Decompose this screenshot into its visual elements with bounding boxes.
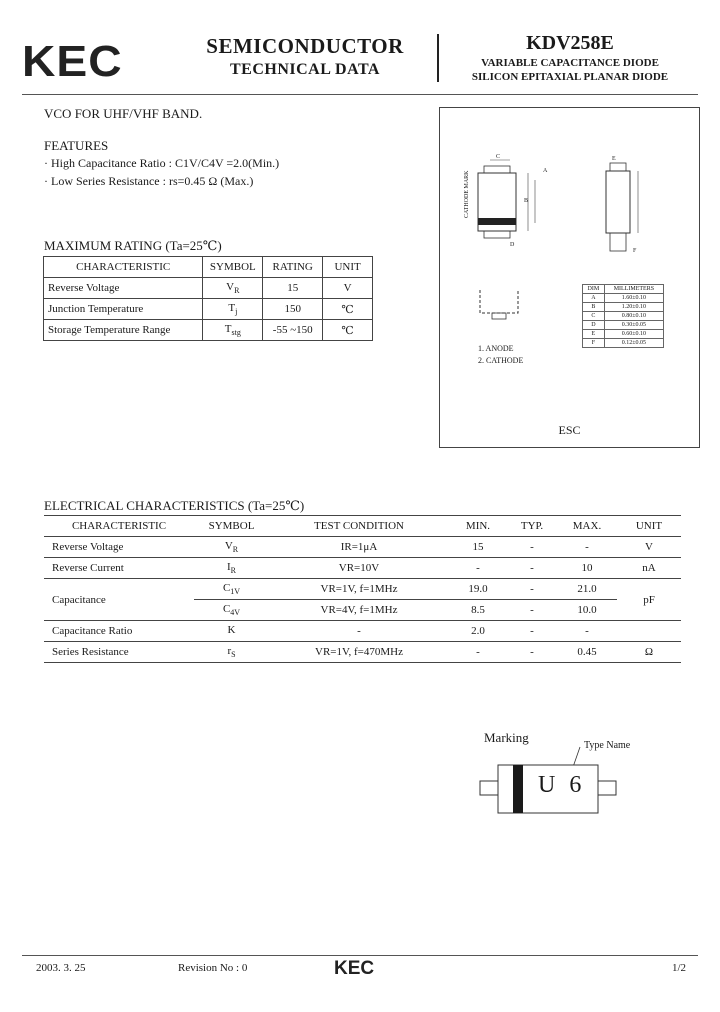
- table-row: [44, 579, 681, 600]
- cell-unit: ℃: [323, 299, 373, 320]
- cell-symbol: $I_R$: [194, 558, 269, 579]
- cell-typ: -: [507, 579, 557, 600]
- dim-label-c: C: [496, 154, 501, 160]
- cell-typ: -: [507, 558, 557, 579]
- cell-rating: 15: [263, 278, 323, 299]
- header-title: SEMICONDUCTOR: [206, 34, 404, 58]
- header-divider: [437, 34, 439, 82]
- table-row: [44, 320, 373, 341]
- cell-unit: Ω: [617, 642, 681, 663]
- cell-min: 15: [449, 537, 507, 558]
- cell-typ: -: [507, 642, 557, 663]
- feature-item-1: · High Capacitance Ratio : C1V/C4V =2.0(Min.): [44, 156, 280, 170]
- cell-max: 21.0: [557, 579, 617, 600]
- table-row: [583, 312, 664, 321]
- table-header-row: [583, 285, 664, 294]
- footer-date: 2003. 3. 25: [36, 962, 86, 974]
- application-text: VCO FOR UHF/VHF BAND.: [44, 106, 203, 121]
- col-header: UNIT: [323, 257, 373, 278]
- max-rating-table: [43, 256, 373, 341]
- cell-characteristic: Capacitance Ratio: [44, 621, 194, 642]
- dim-cell: 1.20±0.10: [604, 303, 663, 312]
- cell-unit: [617, 621, 681, 642]
- cell-symbol: $V_R$: [194, 537, 269, 558]
- col-header: RATING: [263, 257, 323, 278]
- dim-cell: B: [583, 303, 605, 312]
- table-row: [44, 537, 681, 558]
- table-header-row: [44, 257, 373, 278]
- cell-symbol: $T_j$: [203, 299, 263, 320]
- dim-cell: 0.80±0.10: [604, 312, 663, 321]
- cell-characteristic: Storage Temperature Range: [44, 320, 203, 341]
- dim-cell: D: [583, 321, 605, 330]
- col-header: TEST CONDITION: [269, 516, 449, 537]
- cell-condition: IR=1μA: [269, 537, 449, 558]
- cell-condition: -: [269, 621, 449, 642]
- pin-1-label: 1. ANODE: [478, 344, 514, 353]
- table-row: [583, 303, 664, 312]
- cell-characteristic: Reverse Voltage: [44, 537, 194, 558]
- dim-cell: 0.60±0.10: [604, 330, 663, 339]
- table-row: [583, 330, 664, 339]
- max-rating-heading: MAXIMUM RATING (Ta=25℃): [44, 238, 222, 253]
- cell-symbol: $V_R$: [203, 278, 263, 299]
- cell-typ: -: [507, 600, 557, 621]
- cell-min: -: [449, 642, 507, 663]
- feature-item-2: · Low Series Resistance : rs=0.45 Ω (Max.): [44, 174, 254, 188]
- col-header: CHARACTERISTIC: [44, 516, 194, 537]
- footer-logo: KEC: [334, 958, 375, 979]
- dim-label-f: F: [633, 248, 637, 254]
- dim-cell: 0.30±0.05: [604, 321, 663, 330]
- part-description-1: VARIABLE CAPACITANCE DIODE: [481, 57, 659, 69]
- dimension-table: [582, 284, 664, 348]
- table-row: [44, 558, 681, 579]
- package-outline-drawing: [440, 108, 699, 447]
- marking-label: Marking: [484, 730, 529, 745]
- cathode-mark-label: CATHODE MARK: [464, 170, 470, 218]
- cell-unit: ℃: [323, 320, 373, 341]
- electrical-heading: ELECTRICAL CHARACTERISTICS (Ta=25℃): [44, 498, 305, 513]
- col-header: MILLIMETERS: [604, 285, 663, 294]
- cell-max: 10.0: [557, 600, 617, 621]
- cell-max: 10: [557, 558, 617, 579]
- footer-page: 1/2: [672, 962, 687, 974]
- cell-min: 2.0: [449, 621, 507, 642]
- cell-unit: V: [323, 278, 373, 299]
- cell-characteristic: Reverse Current: [44, 558, 194, 579]
- cell-unit: nA: [617, 558, 681, 579]
- table-row: [44, 278, 373, 299]
- package-name: ESC: [558, 423, 581, 437]
- features-heading: FEATURES: [44, 138, 109, 153]
- cell-symbol: $T_{stg}$: [203, 320, 263, 341]
- cell-condition: VR=10V: [269, 558, 449, 579]
- cell-typ: -: [507, 537, 557, 558]
- type-name-label: Type Name: [584, 740, 631, 751]
- table-row: [583, 321, 664, 330]
- dim-label-d: D: [510, 242, 515, 248]
- col-header: MAX.: [557, 516, 617, 537]
- col-header: SYMBOL: [203, 257, 263, 278]
- table-row: [44, 621, 681, 642]
- pin-2-label: 2. CATHODE: [478, 356, 524, 365]
- cell-symbol: $C_{4V}$: [194, 600, 269, 621]
- cell-max: -: [557, 621, 617, 642]
- cell-unit: pF: [617, 579, 681, 621]
- cell-min: 19.0: [449, 579, 507, 600]
- cell-typ: -: [507, 621, 557, 642]
- dim-cell: E: [583, 330, 605, 339]
- dim-cell: 1.60±0.10: [604, 294, 663, 303]
- cell-condition: VR=1V, f=470MHz: [269, 642, 449, 663]
- package-drawing-box: [439, 107, 700, 448]
- part-description-2: SILICON EPITAXIAL PLANAR DIODE: [471, 71, 669, 83]
- cell-characteristic: Reverse Voltage: [44, 278, 203, 299]
- footer-rule: [22, 955, 698, 956]
- cell-min: -: [449, 558, 507, 579]
- col-header: SYMBOL: [194, 516, 269, 537]
- part-number: KDV258E: [526, 32, 614, 54]
- table-header-row: [44, 516, 681, 537]
- cell-condition: VR=1V, f=1MHz: [269, 579, 449, 600]
- dim-label-e: E: [612, 156, 616, 162]
- header-subtitle: TECHNICAL DATA: [230, 61, 380, 78]
- cell-characteristic: Junction Temperature: [44, 299, 203, 320]
- cell-min: 8.5: [449, 600, 507, 621]
- dim-cell: 0.12±0.05: [604, 339, 663, 348]
- table-row: [44, 299, 373, 320]
- cell-condition: VR=4V, f=1MHz: [269, 600, 449, 621]
- col-header: MIN.: [449, 516, 507, 537]
- dim-label-a: A: [543, 168, 548, 174]
- dim-cell: F: [583, 339, 605, 348]
- cell-rating: -55 ~150: [263, 320, 323, 341]
- marking-code: U 6: [538, 772, 586, 798]
- footer-revision: Revision No : 0: [178, 962, 248, 974]
- dim-cell: C: [583, 312, 605, 321]
- dim-cell: A: [583, 294, 605, 303]
- col-header: CHARACTERISTIC: [44, 257, 203, 278]
- electrical-table: [44, 515, 681, 663]
- cell-unit: V: [617, 537, 681, 558]
- cell-characteristic: Series Resistance: [44, 642, 194, 663]
- table-row: [583, 339, 664, 348]
- kec-logo: KEC: [22, 37, 123, 86]
- header-rule: [22, 94, 698, 95]
- cell-symbol: K: [194, 621, 269, 642]
- dim-label-b: B: [524, 198, 529, 204]
- cell-characteristic: Capacitance: [44, 579, 194, 621]
- table-row: [583, 294, 664, 303]
- cell-symbol: $C_{1V}$: [194, 579, 269, 600]
- col-header: UNIT: [617, 516, 681, 537]
- cell-max: -: [557, 537, 617, 558]
- table-row: [44, 642, 681, 663]
- cell-rating: 150: [263, 299, 323, 320]
- cell-symbol: $r_S$: [194, 642, 269, 663]
- cell-max: 0.45: [557, 642, 617, 663]
- col-header: TYP.: [507, 516, 557, 537]
- col-header: DIM: [583, 285, 605, 294]
